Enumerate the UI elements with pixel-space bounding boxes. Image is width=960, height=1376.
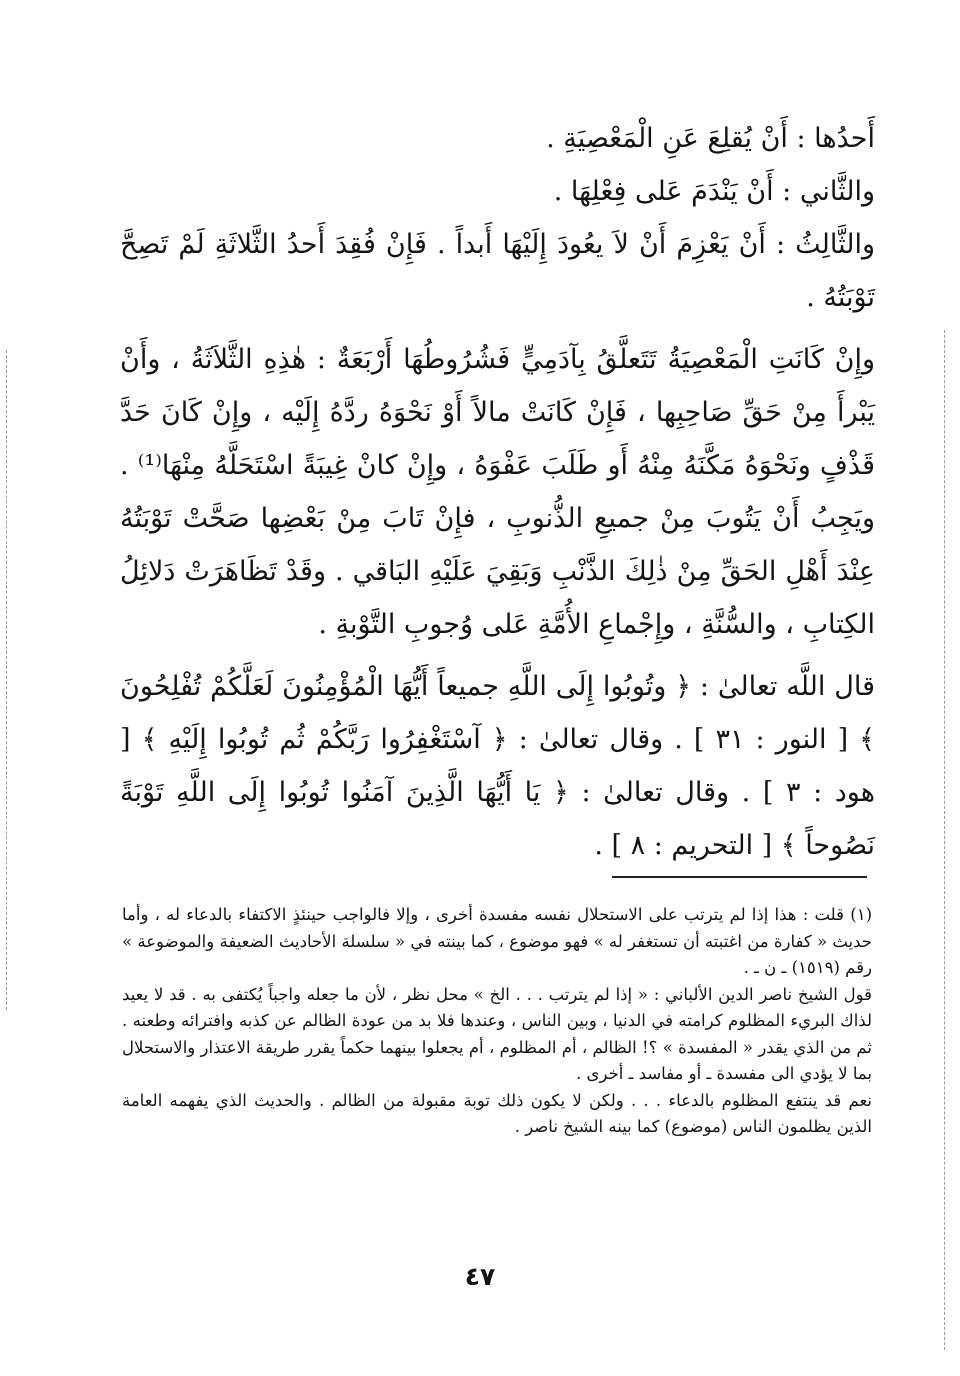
- page-number: ٤٧: [464, 1262, 496, 1291]
- paragraph-second-condition: والثَّاني : أَنْ يَنْدَمَ عَلى فِعْلِهَا .: [553, 176, 875, 207]
- footnote-commentary: قول الشيخ ناصر الدين الألباني : « إذا لم يترتب . . . الخ » محل نظر ، لأن ما جعله واجباً يُكتفى به . قد لا يعيد لذاك البريء المظلوم كرامته في الدنيا ، وبين الناس ، وعندها فلا بد من عودة الظالم عن كذبه وافترائه وطعنه . ثم من الذي يقدر « المفسدة » ؟! الظالم ، أم المظلوم ، أم يجعلوا بينهما حكماً يقرر طريقة الاعتذار والاستحلال بما لا يؤدي الى مفسدة ـ أو مفاسد ـ أخرى .: [122, 984, 872, 1083]
- paragraph-quran-verses: قال اللَّه تعالىٰ : ﴿ وتُوبُوا إِلَى اللَّهِ جميعاً أَيُّهَا الْمُؤْمِنُونَ لَعَلَّكُمْ تُفْلِحُونَ ﴾ [ النور : ٣١ ] . وقال تعالىٰ : ﴿ آسْتَغْفِرُوا رَبَّكُمْ ثُم تُوبُوا إِلَيْهِ ﴾ [ هود : ٣ ] . وقال تعالىٰ : ﴿ يَا أَيُّهَا الَّذِينَ آمَنُوا تُوبُوا إِلَى اللَّهِ تَوْبَةً نَصُوحاً ﴾ [ التحريم : ٨ ] .: [120, 671, 875, 861]
- main-text: [120, 112, 875, 872]
- footnotes: [122, 902, 872, 1141]
- paragraph-human-rights: وإِنْ كَانَتِ الْمَعْصِيَةُ تَتَعلَّقُ بِآدَمِيٍّ فَشُرُوطُهَا أَرْبَعَةٌ : هٰذِهِ الثَّلاَثَةُ ، وأَنْ يَبْرأَ مِنْ حَقِّ صَاحِبِها ، فَإِنْ كَانَتْ مالاً أَوْ نَحْوَهُ ردَّهُ إِلَيْه ، وإِنْ كَانَ حَدَّ قَذْفٍ ونَحْوَهُ مَكَّنَهُ مِنْهُ أَو طَلَبَ عَفْوَهُ ، وإِنْ كانْ غِيبَةً اسْتَحَلَّهُ مِنْهَا⁽¹⁾ . ويَجِبُ أَنْ يَتُوبَ مِنْ جميعِ الذُّنوبِ ، فإِنْ تَابَ مِنْ بَعْضِها صَحَّتْ تَوْبَتُهُ عِنْدَ أَهْلِ الحَقِّ مِنْ ذٰلِكَ الذَّنْبِ وَبَقِيَ عَلَيْهِ البَاقي . وقَدْ تَظَاهَرَتْ دَلائِلُ الكِتابِ ، والسُّنَّةِ ، وإِجْماعِ الأُمَّةِ عَلى وُجوبِ التَّوْبةِ .: [120, 344, 876, 640]
- footnote-separator: [612, 876, 867, 878]
- paragraph-third-condition: والثَّالِثُ : أَنْ يَعْزِمَ أَنْ لاَ يعُودَ إِلَيْهَا أَبداً . فَإِنْ فُقِدَ أَحدُ الثَّلاثَةِ لَمْ تَصِحَّ تَوْبَتُهُ .: [120, 229, 875, 313]
- paragraph-first-condition: أَحدُها : أَنْ يُقلِعَ عَنِ الْمَعْصِيَةِ .: [546, 123, 875, 154]
- footnote-1: (١) قلت : هذا إذا لم يترتب على الاستحلال نفسه مفسدة أخرى ، وإلا فالواجب حينئذٍ الاكتفاء بالدعاء له ، وأما حديث « كفارة من اغتبته أن تستغفر له » فهو موضوع ، كما بينته في « سلسلة الأحاديث الضعيفة والموضوعة » رقم (١٥١٩) ـ ن ـ .: [122, 905, 872, 977]
- footnote-conclusion: نعم قد ينتفع المظلوم بالدعاء . . . ولكن لا يكون ذلك توبة مقبولة من الظالم . والحديث الذي يفهمه العامة الذين يظلمون الناس (موضوع) كما بينه الشيخ ناصر .: [122, 1090, 872, 1136]
- page-margin-line-left: [6, 350, 7, 1010]
- page-margin-line-right: [944, 330, 945, 1350]
